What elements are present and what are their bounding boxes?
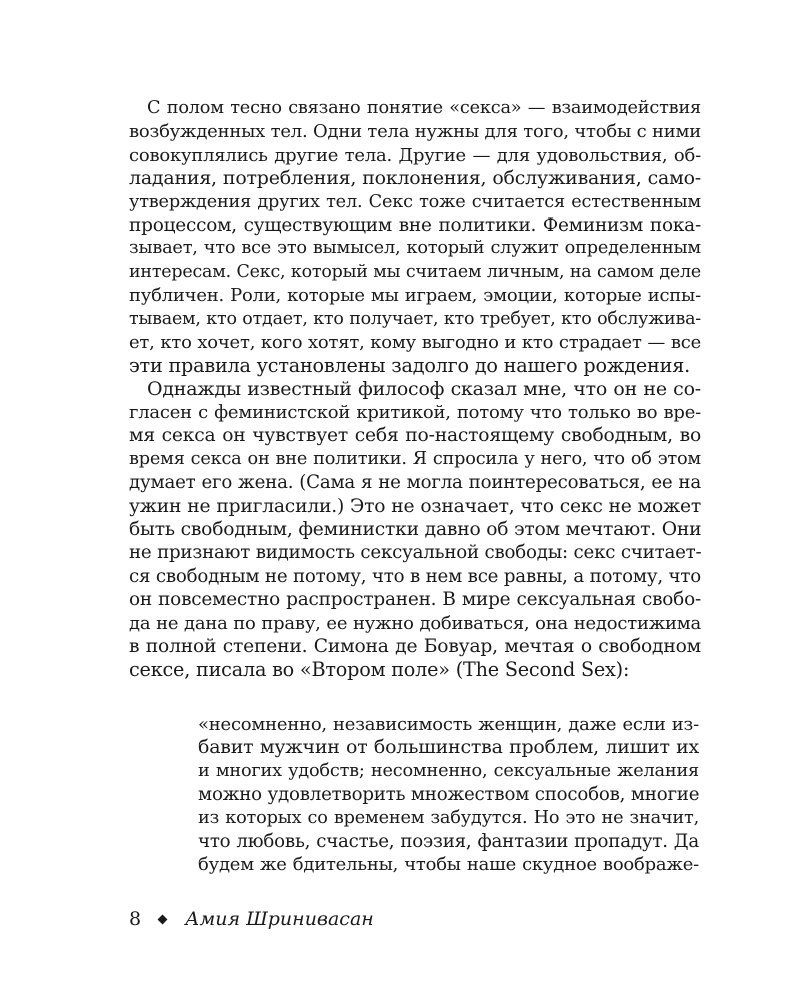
text-line: время секса он вне политики. Я спросила у него, что об этом [129, 448, 701, 469]
text-line: возбужденных тел. Одни тела нужны для того, чтобы с ними [129, 121, 701, 143]
text-line: думает его жена. (Сама я не могла поинтересоваться, ее на [129, 472, 701, 494]
text-line: гласен с феминистской критикой, потому что только во вре- [129, 402, 701, 424]
text-line: ужин не пригласили.) Это не означает, что секс не может [129, 495, 701, 517]
running-author: Амия Шринивасан [185, 908, 374, 930]
quote-line: «несомненно, независимость женщин, даже если из- [198, 714, 699, 735]
text-line: С полом тесно связано понятие «секса» — взаимодействия [147, 98, 701, 118]
text-line: он повсеместно распространен. В мире сексуальная свобо- [129, 589, 701, 611]
text-line: Однажды известный философ сказал мне, что он не со- [147, 377, 701, 400]
paragraph-2 [129, 378, 701, 682]
page-number: 8 [129, 908, 142, 930]
text-line: тываем, кто отдает, кто получает, кто требует, кто обслужива- [129, 308, 701, 329]
quote-line: из которых со временем забудутся. Но это не значит, [198, 807, 699, 828]
paragraph-1 [129, 97, 701, 378]
text-line: в полной степени. Симона де Бовуар, мечтая о свободном [129, 635, 701, 657]
text-line: быть свободным, феминистки давно об этом мечтают. Они [129, 519, 702, 541]
quote-line: что любовь, счастье, поэзия, фантазии пропадут. Да [198, 830, 699, 852]
text-line: совокуплялись другие тела. Другие — для удовольствия, об- [129, 144, 701, 166]
diamond-separator-icon [158, 914, 168, 924]
main-text [129, 97, 701, 682]
block-quote [198, 713, 699, 877]
text-line: ся свободным не потому, что в нем все равны, а потому, что [129, 565, 701, 587]
text-line: зывает, что все это вымысел, который служит определенным [129, 238, 701, 259]
text-line: не признают видимость сексуальной свободы: секс считает- [129, 542, 702, 564]
quote-line: будем же бдительны, чтобы наше скудное воображе- [198, 854, 699, 876]
text-line: утверждения других тел. Секс тоже считается естественным [129, 191, 701, 212]
text-line: процессом, существующим вне политики. Феминизм пока- [129, 214, 701, 236]
text-line: да не дана по праву, ее нужно добиваться, она недостижима [129, 612, 701, 634]
text-line: эти правила установлены задолго до нашего рождения. [129, 354, 691, 378]
text-line: ладания, потребления, поклонения, обслуживания, само- [129, 167, 701, 190]
page-footer [129, 906, 374, 932]
text-line: мя секса он чувствует себя по-настоящему свободным, во [129, 425, 701, 447]
text-line: ет, кто хочет, кого хотят, кому выгодно и кто страдает — все [129, 331, 701, 353]
quote-line: бавит мужчин от большинства проблем, лишит их [198, 736, 699, 759]
text-line: сексе, писала во «Втором поле» (The Second Sex): [129, 658, 630, 682]
text-line: интересам. Секс, который мы считаем личным, на самом деле [129, 261, 701, 282]
text-line: публичен. Роли, которые мы играем, эмоции, которые испы- [129, 285, 701, 307]
quote-line: и многих удобств; несомненно, сексуальные желания [198, 760, 699, 781]
quote-line: можно удовлетворить множеством способов, многие [198, 784, 700, 806]
